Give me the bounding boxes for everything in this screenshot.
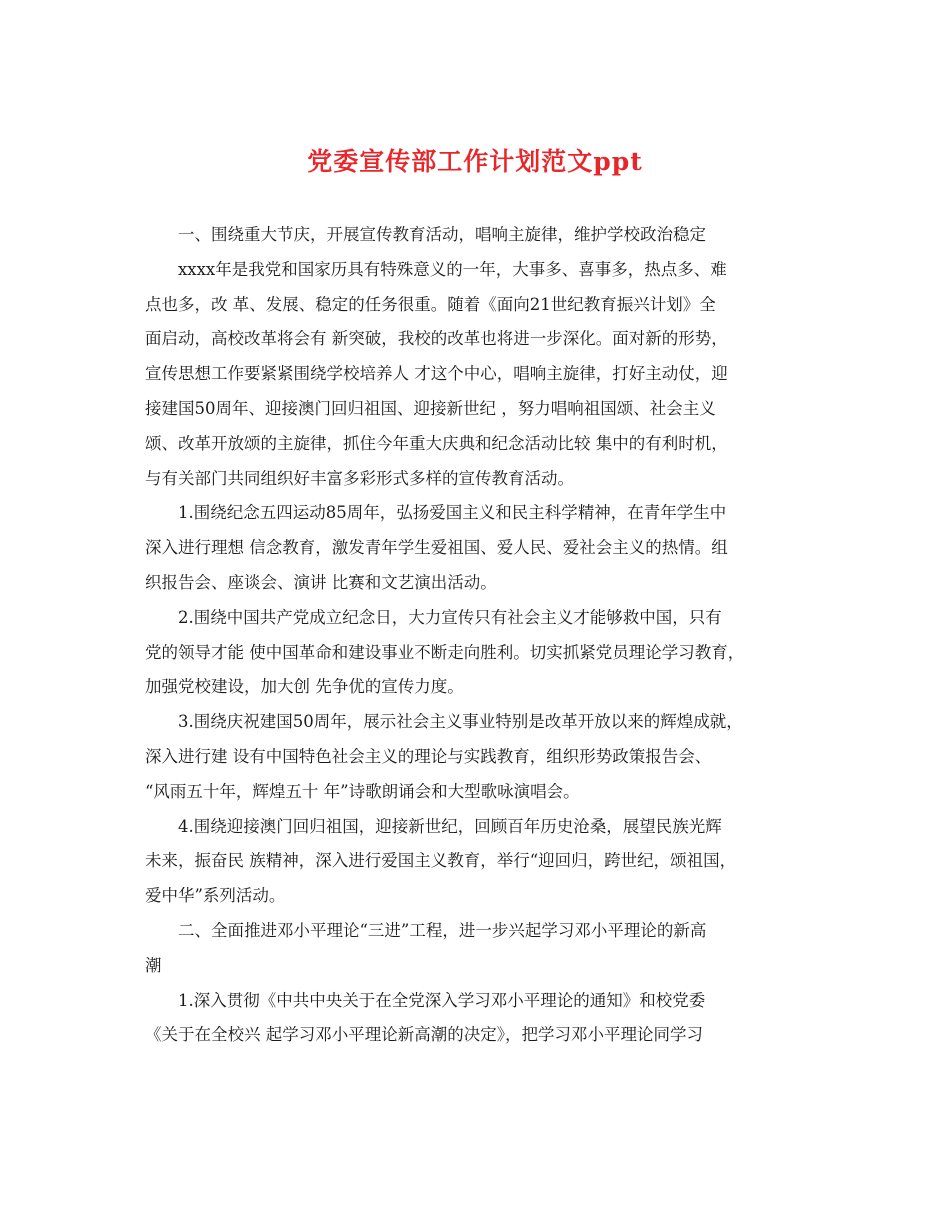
text-line: 深入进行理想 信念教育，激发青年学生爱祖国、爱人民、爱社会主义的热情。组 — [145, 538, 728, 558]
text-line: 潮 — [145, 955, 162, 975]
text-line: 面启动，高校改革将会有 新突破，我校的改革也将进一步深化。面对新的形势， — [145, 329, 728, 349]
paragraph — [145, 914, 815, 984]
text-line: 爱中华”系列活动。 — [145, 886, 286, 906]
text-line: 党的领导才能 使中国革命和建设事业不断走向胜利。切实抓紧党员理论学习教育， — [145, 642, 745, 662]
document-body — [145, 218, 815, 1053]
text-line: 点也多，改 革、发展、稳定的任务很重。随着《面向21世纪教育振兴计划》全 — [145, 294, 716, 314]
text-line: 一、围绕重大节庆，开展宣传教育活动，唱响主旋律，维护学校政治稳定 — [178, 225, 706, 244]
text-line: 与有关部门共同组织好丰富多彩形式多样的宣传教育活动。 — [145, 468, 574, 488]
paragraph — [145, 601, 815, 705]
text-line: 加强党校建设，加大创 先争优的宣传力度。 — [145, 677, 464, 697]
text-line: 1.围绕纪念五四运动85周年，弘扬爱国主义和民主科学精神，在青年学生中 — [178, 503, 727, 523]
paragraph — [145, 218, 815, 253]
text-line: 3.围绕庆祝建国50周年，展示社会主义事业特别是改革开放以来的辉煌成就， — [178, 712, 743, 732]
text-line: 接建国50周年、迎接澳门回归祖国、迎接新世纪 ，努力唱响祖国颂、社会主义 — [145, 398, 716, 418]
text-line: xxxx年是我党和国家历具有特殊意义的一年，大事多、喜事多，热点多、难 — [178, 259, 727, 279]
text-line: 二、全面推进邓小平理论“三进”工程，进一步兴起学习邓小平理论的新高 — [178, 920, 707, 940]
paragraph — [145, 253, 815, 497]
paragraph — [145, 810, 815, 914]
text-line: 宣传思想工作要紧紧围绕学校培养人 才这个中心，唱响主旋律，打好主动仗，迎 — [145, 364, 728, 384]
text-line: 2.围绕中国共产党成立纪念日，大力宣传只有社会主义才能够救中国，只有 — [178, 607, 722, 627]
paragraph — [145, 496, 815, 600]
text-line: “风雨五十年，辉煌五十 年”诗歌朗诵会和大型歌咏演唱会。 — [145, 781, 580, 801]
paragraph — [145, 984, 815, 1054]
text-line: 4.围绕迎接澳门回归祖国，迎接新世纪，回顾百年历史沧桑，展望民族光辉 — [178, 816, 722, 836]
text-line: 未来，振奋民 族精神，深入进行爱国主义教育，举行“迎回归，跨世纪，颂祖国， — [145, 851, 737, 871]
document-title: 党委宣传部工作计划范文ppt — [307, 147, 643, 176]
text-line: 颂、改革开放颂的主旋律，抓住今年重大庆典和纪念活动比较 集中的有利时机， — [145, 433, 728, 453]
text-line: 1.深入贯彻《中共中央关于在全党深入学习邓小平理论的通知》和校党委 — [178, 990, 706, 1010]
text-line: 织报告会、座谈会、演讲 比赛和文艺演出活动。 — [145, 572, 497, 592]
text-line: 《关于在全校兴 起学习邓小平理论新高潮的决定》，把学习邓小平理论同学习 — [145, 1025, 703, 1045]
text-line: 深入进行建 设有中国特色社会主义的理论与实践教育，组织形势政策报告会、 — [145, 746, 712, 766]
paragraph — [145, 705, 815, 809]
